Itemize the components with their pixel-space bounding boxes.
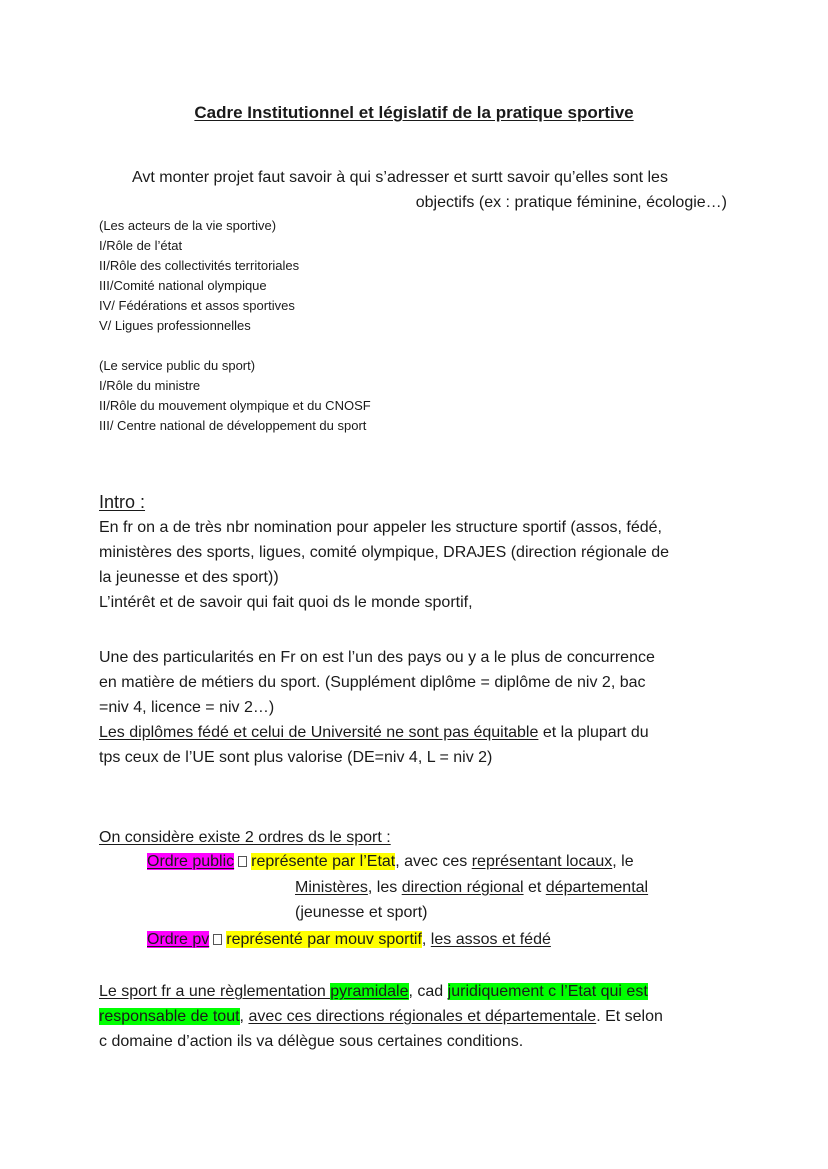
outline-item: I/Rôle du ministre bbox=[99, 378, 201, 393]
orders-heading: On considère existe 2 ordres ds le sport : bbox=[99, 829, 391, 846]
order-public-line2 bbox=[295, 877, 648, 899]
highlight: pyramidale bbox=[330, 983, 409, 1000]
text: , le bbox=[612, 853, 634, 870]
outline-heading: (Le service public du sport) bbox=[99, 358, 256, 373]
underlined-text: Les diplômes fédé et celui de Université ne sont pas équitable bbox=[99, 724, 539, 741]
text: , bbox=[239, 1008, 249, 1025]
outline-heading: (Les acteurs de la vie sportive) bbox=[99, 218, 277, 233]
intro-line: L’intérêt et de savoir qui fait quoi ds le monde sportif, bbox=[99, 594, 473, 611]
underlined-text: Ministères bbox=[295, 879, 368, 896]
text: , cad bbox=[408, 983, 448, 1000]
pyramid-line-1 bbox=[99, 981, 648, 1003]
intro-heading: Intro : bbox=[99, 492, 146, 512]
arrow-icon bbox=[238, 856, 247, 867]
outline-item: II/Rôle des collectivités territoriales bbox=[99, 258, 300, 273]
intro-line: ministères des sports, ligues, comité olympique, DRAJES (direction régionale de bbox=[99, 544, 670, 561]
intro-line: En fr on a de très nbr nomination pour appeler les structure sportif (assos, fédé, bbox=[99, 519, 662, 536]
text: . Et selon bbox=[596, 1008, 663, 1025]
pyramid-line-2 bbox=[99, 1006, 663, 1028]
underlined-text: les assos et fédé bbox=[430, 931, 551, 948]
text: , avec ces bbox=[395, 853, 472, 870]
intro-line bbox=[99, 722, 649, 744]
highlight: responsable de tout bbox=[99, 1008, 240, 1025]
outline-item: V/ Ligues professionnelles bbox=[99, 318, 251, 333]
highlight: juridiquement c l’Etat qui est bbox=[447, 983, 648, 1000]
text: , les bbox=[367, 879, 402, 896]
text: et la plupart du bbox=[538, 724, 649, 741]
intro-line: =niv 4, licence = niv 2…) bbox=[99, 699, 275, 716]
underlined-text: départemental bbox=[545, 879, 649, 896]
intro-line: tps ceux de l’UE sont plus valorise (DE=niv 4, L = niv 2) bbox=[99, 749, 493, 766]
outline-item: II/Rôle du mouvement olympique et du CNOSF bbox=[99, 398, 371, 413]
text: et bbox=[523, 879, 546, 896]
outline-item: III/Comité national olympique bbox=[99, 278, 267, 293]
order-private bbox=[147, 929, 551, 951]
underlined-text: direction régional bbox=[401, 879, 524, 896]
order-public-label: Ordre public bbox=[147, 853, 235, 870]
page-title: Cadre Institutionnel et législatif de la pratique sportive bbox=[194, 103, 634, 122]
intro-line: en matière de métiers du sport. (Supplément diplôme = diplôme de niv 2, bac bbox=[99, 674, 646, 691]
underlined-text: avec ces directions régionales et départementale bbox=[248, 1008, 597, 1025]
order-public-line3: (jeunesse et sport) bbox=[295, 904, 428, 921]
text: , bbox=[421, 931, 431, 948]
outline-item: IV/ Fédérations et assos sportives bbox=[99, 298, 295, 313]
pyramid-line-3: c domaine d’action ils va délègue sous certaines conditions. bbox=[99, 1033, 524, 1050]
note-line-2: objectifs (ex : pratique féminine, écologie…) bbox=[415, 194, 727, 211]
note-line-1: Avt monter projet faut savoir à qui s’adresser et surtt savoir qu’elles sont les bbox=[132, 169, 668, 186]
outline-item: III/ Centre national de développement du sport bbox=[99, 418, 367, 433]
underlined-text: Le sport fr a une règlementation bbox=[99, 983, 331, 1000]
underlined-text: représentant locaux bbox=[471, 853, 613, 870]
order-public bbox=[147, 851, 634, 873]
intro-line: la jeunesse et des sport)) bbox=[99, 569, 279, 586]
arrow-icon bbox=[213, 934, 222, 945]
highlight: représente par l’Etat bbox=[251, 853, 396, 870]
intro-line: Une des particularités en Fr on est l’un des pays ou y a le plus de concurrence bbox=[99, 649, 655, 666]
order-pv-label: Ordre pv bbox=[147, 931, 210, 948]
highlight: représenté par mouv sportif bbox=[226, 931, 422, 948]
outline-item: I/Rôle de l’état bbox=[99, 238, 183, 253]
